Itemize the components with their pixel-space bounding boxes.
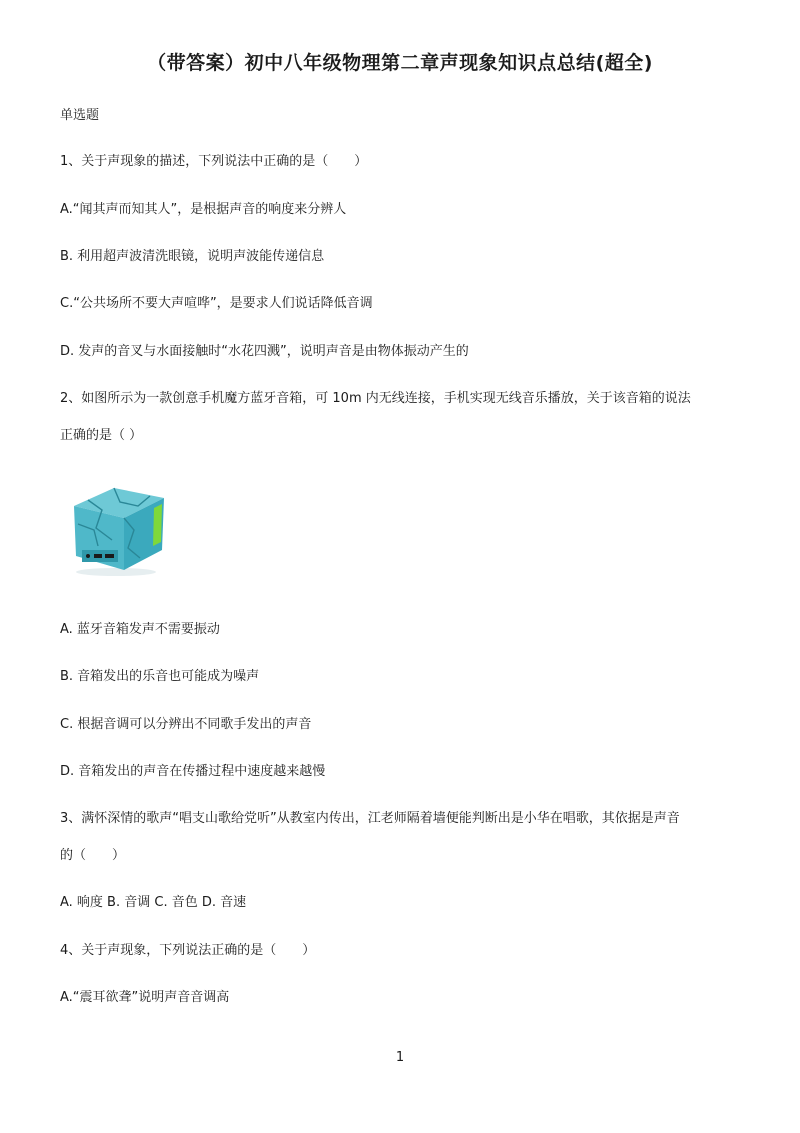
question-4-option-a: A.“震耳欲聋”说明声音音调高 <box>60 990 230 1005</box>
page-number: 1 <box>395 1050 405 1065</box>
question-3-stem-line-2: 的（ ） <box>60 848 126 863</box>
question-1-option-c: C.“公共场所不要大声喧哗”，是要求人们说话降低音调 <box>60 296 373 311</box>
question-1-option-d: D. 发声的音叉与水面接触时“水花四溅”，说明声音是由物体振动产生的 <box>60 344 469 359</box>
question-4-stem: 4、关于声现象，下列说法正确的是（ ） <box>60 943 316 958</box>
bluetooth-speaker-cube-image <box>68 478 168 578</box>
question-2-option-d: D. 音箱发出的声音在传播过程中速度越来越慢 <box>60 764 326 779</box>
question-1-option-b: B. 利用超声波清洗眼镜，说明声波能传递信息 <box>60 249 325 264</box>
question-2-stem-line-2: 正确的是（ ） <box>60 428 143 443</box>
section-heading: 单选题 <box>60 108 100 123</box>
question-3-stem-line-1: 3、满怀深情的歌声“唱支山歌给党听”从教室内传出，江老师隔着墙便能判断出是小华在唱歌，其依据是声音 <box>60 811 680 826</box>
question-2-stem-line-1: 2、如图所示为一款创意手机魔方蓝牙音箱，可 10m 内无线连接，手机实现无线音乐播放，关于该音箱的说法 <box>60 391 691 406</box>
question-2-option-a: A. 蓝牙音箱发声不需要振动 <box>60 622 220 637</box>
document-title: （带答案）初中八年级物理第二章声现象知识点总结(超全) <box>147 52 653 74</box>
question-3-options: A. 响度 B. 音调 C. 音色 D. 音速 <box>60 895 247 910</box>
question-2-option-b: B. 音箱发出的乐音也可能成为噪声 <box>60 669 260 684</box>
question-1-option-a: A.“闻其声而知其人”，是根据声音的响度来分辨人 <box>60 202 347 217</box>
question-1-stem: 1、关于声现象的描述，下列说法中正确的是（ ） <box>60 154 368 169</box>
question-2-option-c: C. 根据音调可以分辨出不同歌手发出的声音 <box>60 717 312 732</box>
